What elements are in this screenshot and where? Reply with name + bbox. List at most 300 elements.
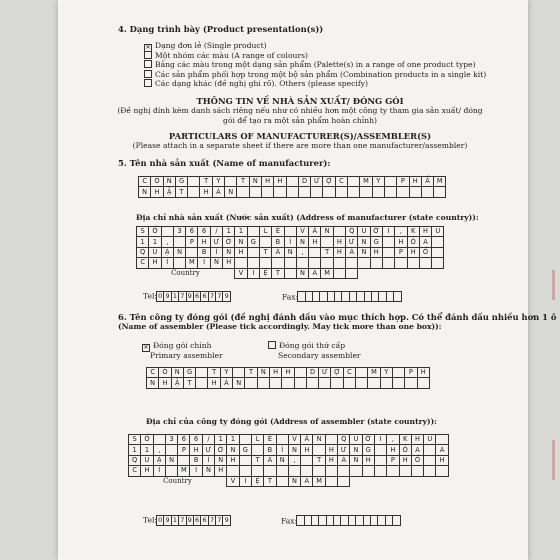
grid-cell: A [419,237,431,247]
grid-cell: Ì [210,247,222,257]
grid-cell [362,466,374,476]
grid-cell: H [274,177,286,187]
grid-cell: , [296,247,308,257]
grid-cell: C [137,258,149,268]
grid-cell [409,187,421,197]
presentation-option-label: Dạng đơn lẻ (Single product) [155,41,267,50]
grid-cell: I [198,258,210,268]
grid-cell: 6 [198,227,210,237]
grid-cell: 6 [178,435,190,445]
grid-cell: N [313,435,325,445]
grid-cell [249,187,261,197]
grid-cell: I [374,435,386,445]
digit-box: 1 [171,291,179,302]
grid-cell: N [202,466,214,476]
grid-cell [419,258,431,268]
grid-cell [286,187,298,197]
grid-cell [338,466,350,476]
grid-cell: H [190,445,202,455]
fax-label: Fax: [281,516,298,526]
grid-cell [251,445,263,455]
grid-cell [319,378,331,388]
grid-cell [306,378,318,388]
grid-cell [370,258,382,268]
grid-cell: H [261,177,273,187]
grid-cell [269,378,281,388]
grid-cell: Í [161,258,173,268]
grid-cell: Ợ [323,177,335,187]
grid-cell [407,258,419,268]
grid-cell: H [370,247,382,257]
grid-cell [282,378,294,388]
secondary-assembler-checkbox[interactable] [268,341,276,349]
grid-cell [397,187,409,197]
presentation-checkbox[interactable] [144,51,152,59]
grid-cell: Ă [301,435,313,445]
grid-cell [392,368,404,378]
grid-cell: 1 [149,237,161,247]
grid-cell: V [288,435,300,445]
section6-title-line1: 6. Tên công ty đóng gói (đề nghị đánh dấu vào mục thích hợp. Có thể đánh dấu nhiều hơn 1 ô [118,312,557,322]
grid-cell: N [350,445,362,455]
grid-cell: N [284,247,296,257]
grid-cell: Ậ [153,455,165,465]
grid-cell: / [210,227,222,237]
grid-cell: 1 [227,435,239,445]
grid-cell: C [139,177,151,187]
grid-cell: , [288,455,300,465]
grid-cell: Ê [272,227,284,237]
grid-cell [153,435,165,445]
grid-cell: , [153,445,165,455]
grid-cell [436,466,448,476]
section5-title: 5. Tên nhà sản xuất (Name of manufacturer): [118,158,331,168]
grid-cell: Ỹ [372,177,384,187]
grid-cell [311,187,323,197]
grid-cell: H [411,435,423,445]
grid-cell: A [436,445,448,455]
assembler-fax-boxes [297,515,400,528]
grid-cell: N [358,237,370,247]
digit-box: 7 [208,515,216,526]
grid-cell: G [175,177,187,187]
country-cell: T [264,476,276,486]
grid-cell: 1 [129,445,141,455]
grid-cell: H [208,378,220,388]
grid-cell: 1 [137,237,149,247]
grid-cell [374,466,386,476]
grid-cell: U [358,227,370,237]
grid-cell: H [227,455,239,465]
grid-cell: H [409,177,421,187]
grid-cell [237,187,249,197]
grid-cell: N [235,237,247,247]
grid-cell: P [186,237,198,247]
manufacturer-address-label: Địa chỉ nhà sản xuất (Nước sản xuất) (Address of manufacturer (state country)): [136,213,479,222]
grid-cell [380,378,392,388]
grid-cell: H [235,247,247,257]
manufacturer-tel-boxes [157,291,231,302]
grid-cell: T [245,368,257,378]
section6-title-line2: (Name of assembler (Please tick accordingly. May tick more than one box)): [118,322,442,331]
grid-cell [245,378,257,388]
grid-cell [274,187,286,197]
grid-cell: N [210,258,222,268]
grid-cell [387,466,399,476]
grid-cell [173,258,185,268]
grid-cell: H [419,227,431,237]
grid-cell [165,445,177,455]
grid-cell: M [178,466,190,476]
country-cell [325,476,337,486]
grid-cell: Ô [151,177,163,187]
presentation-checkbox[interactable] [144,79,152,87]
grid-cell [259,258,271,268]
grid-cell [382,247,394,257]
grid-cell [382,237,394,247]
grid-cell [247,227,259,237]
assembler-tel-row [143,515,231,526]
assembler-name-grid [146,367,430,389]
digit-box: 7 [208,291,216,302]
grid-cell: N [171,368,183,378]
grid-cell: H [159,378,171,388]
grid-cell: L [259,227,271,237]
presentation-checkbox[interactable]: ✕ [145,44,151,51]
grid-cell [286,177,298,187]
grid-cell [309,247,321,257]
digit-box [393,291,401,302]
grid-cell: Ô [159,368,171,378]
grid-cell: M [368,368,380,378]
country-cell: I [247,268,259,278]
grid-cell [417,378,429,388]
grid-cell: P [387,455,399,465]
presentation-option [144,60,476,69]
grid-cell [247,258,259,268]
grid-cell [301,466,313,476]
grid-cell: Y [220,368,232,378]
page-edge-mark [552,440,555,480]
grid-cell: H [333,237,345,247]
grid-cell [235,258,247,268]
grid-cell [272,258,284,268]
grid-cell: Ố [411,455,423,465]
grid-cell [321,237,333,247]
grid-cell: Ư [202,445,214,455]
grid-cell [196,378,208,388]
country-cell [333,268,345,278]
grid-cell: Ờ [223,237,235,247]
grid-cell: T [175,187,187,197]
presentation-checkbox[interactable] [144,60,152,68]
digit-box [392,515,400,526]
grid-cell [350,466,362,476]
grid-cell [356,378,368,388]
grid-cell [225,177,237,187]
grid-cell: H [387,445,399,455]
grid-cell [424,455,436,465]
country-cell: A [309,268,321,278]
grid-cell: À [212,187,224,197]
fax-label: Fax: [282,292,299,302]
grid-cell: U [350,435,362,445]
grid-cell: N [233,378,245,388]
country-cell: T [272,268,284,278]
presentation-option [144,79,368,88]
grid-cell [436,435,448,445]
grid-cell: 6 [186,227,198,237]
digit-box: 0 [156,291,164,302]
particulars-heading: PARTICULARS OF MANUFACTURER(S)/ASSEMBLER(S) [168,131,432,141]
grid-cell: Q [137,247,149,257]
grid-cell: 3 [173,227,185,237]
grid-cell [360,187,372,197]
country-cell: V [235,268,247,278]
grid-cell: H [301,445,313,455]
grid-cell [239,435,251,445]
grid-cell: G [239,445,251,455]
grid-cell: H [198,237,210,247]
grid-cell: H [417,368,429,378]
grid-cell: H [325,445,337,455]
grid-cell [227,466,239,476]
grid-cell: N [215,455,227,465]
grid-cell [196,368,208,378]
presentation-checkbox[interactable] [144,70,152,78]
grid-cell [188,187,200,197]
grid-cell: Ò [399,445,411,455]
grid-cell [296,258,308,268]
grid-cell: N [147,378,159,388]
country-label: Country [171,269,200,277]
grid-cell: Ậ [171,378,183,388]
grid-cell: U [141,455,153,465]
grid-cell [239,466,251,476]
grid-cell [284,227,296,237]
grid-cell [405,378,417,388]
grid-cell: K [407,227,419,237]
grid-cell: Ư [311,177,323,187]
grid-cell: Ỹ [380,368,392,378]
grid-cell: Ư [338,445,350,455]
assembler-address-label: Địa chỉ của công ty đóng gói (Address of assembler (state country)): [146,417,437,426]
grid-cell: N [163,177,175,187]
secondary-assembler-option [268,341,345,350]
country-cell [346,268,358,278]
grid-cell: N [350,455,362,465]
grid-cell: I [382,227,394,237]
grid-cell: 1 [235,227,247,237]
grid-cell [411,466,423,476]
grid-cell: H [215,466,227,476]
grid-cell: N [288,445,300,455]
grid-cell [251,466,263,476]
grid-cell: H [269,368,281,378]
grid-cell: À [346,247,358,257]
grid-cell: K [399,435,411,445]
grid-cell [264,466,276,476]
grid-cell [294,368,306,378]
country-cell: I [239,476,251,486]
manufacturer-fax-row [282,291,402,304]
digit-box: 9 [186,291,194,302]
assembler-address-grid [128,434,449,487]
grid-cell [421,187,433,197]
country-cell: Ệ [251,476,263,486]
grid-cell: G [183,368,195,378]
grid-cell: N [173,247,185,257]
grid-cell [384,187,396,197]
grid-cell: P [405,368,417,378]
country-cell: Ệ [259,268,271,278]
grid-cell: H [362,455,374,465]
grid-cell [424,466,436,476]
grid-cell: N [249,177,261,187]
manufacturer-info-note-2: gói để tạo ra một sản phẩm hoàn chỉnh) [223,116,377,125]
grid-cell [395,258,407,268]
grid-cell: N [276,455,288,465]
grid-cell [356,368,368,378]
grid-cell [348,187,360,197]
primary-assembler-en: Primary assembler [150,351,223,360]
grid-cell [178,455,190,465]
grid-cell [432,237,444,247]
tel-label: Tel: [143,515,157,525]
grid-cell: T [321,247,333,257]
grid-cell: , [387,435,399,445]
country-cell: N [296,268,308,278]
grid-cell [313,466,325,476]
manufacturer-info-heading: THÔNG TIN VỀ NHÀ SẢN XUẤT/ ĐÓNG GÓI [196,96,404,106]
particulars-note: (Please attach in a separate sheet if there are more than one manufacturer/assembler) [132,141,468,150]
primary-assembler-checkbox[interactable]: ✕ [143,344,149,351]
grid-cell: Ì [276,445,288,455]
digit-box: 6 [200,515,208,526]
digit-box: 0 [156,515,164,526]
presentation-option-label: Bảng các màu trong một dạng sản phẩm (Palette(s) in a range of one product type) [155,60,476,70]
grid-cell: N [165,455,177,465]
grid-cell [284,258,296,268]
grid-cell [384,177,396,187]
grid-cell [309,258,321,268]
grid-cell: Ă [309,227,321,237]
grid-cell [161,227,173,237]
grid-cell [368,378,380,388]
grid-cell: Ợ [331,368,343,378]
grid-cell: N [225,187,237,197]
grid-cell [399,466,411,476]
grid-cell: Â [264,455,276,465]
secondary-assembler-vi: Đóng gói thứ cấp [279,341,346,350]
grid-cell: D [298,177,310,187]
grid-cell: C [335,177,347,187]
grid-cell: M [360,177,372,187]
manufacturer-address-grid [136,226,444,279]
grid-cell: H [151,187,163,197]
grid-cell: H [395,237,407,247]
grid-cell: M [434,177,446,187]
grid-cell [346,258,358,268]
grid-cell [331,378,343,388]
grid-cell: Ố [141,435,153,445]
grid-cell [186,247,198,257]
grid-cell: Q [338,435,350,445]
grid-cell: , [395,227,407,237]
digit-box: 7 [178,291,186,302]
grid-cell: Í [153,466,165,476]
digit-box: 9 [222,291,230,302]
grid-cell: Q [346,227,358,237]
grid-cell: V [296,227,308,237]
grid-cell: M [186,258,198,268]
grid-cell: S [137,227,149,237]
grid-cell [432,247,444,257]
grid-cell: H [149,258,161,268]
grid-cell [323,187,335,197]
grid-cell: 1 [141,445,153,455]
grid-cell [374,445,386,455]
grid-cell: H [200,187,212,197]
grid-cell: Ớ [362,435,374,445]
manufacturer-tel-row [143,291,231,302]
grid-cell: A [411,445,423,455]
secondary-assembler-en: Secondary assembler [278,351,361,360]
grid-cell: N [257,368,269,378]
digit-box: 7 [215,291,223,302]
grid-cell [276,466,288,476]
grid-cell [294,378,306,388]
grid-cell: P [178,445,190,455]
grid-cell [233,368,245,378]
manufacturer-name-grid [138,176,446,198]
grid-cell: H [333,247,345,257]
country-cell [276,476,288,486]
grid-cell: Ì [284,237,296,247]
grid-cell: Ò [407,237,419,247]
grid-cell: B [190,455,202,465]
assembler-fax-row [281,515,401,528]
grid-cell: Ư [346,237,358,247]
grid-cell: L [251,435,263,445]
grid-cell [298,187,310,197]
grid-cell: U [432,227,444,237]
grid-cell: Ậ [161,247,173,257]
grid-cell [434,187,446,197]
digit-box: 6 [193,291,201,302]
grid-cell: T [313,455,325,465]
presentation-option [144,51,308,60]
grid-cell [343,378,355,388]
grid-cell: G [362,445,374,455]
grid-cell [333,227,345,237]
grid-cell [257,378,269,388]
grid-cell [392,378,404,388]
grid-cell: Ố [419,247,431,257]
grid-cell: T [251,455,263,465]
grid-cell [325,466,337,476]
digit-box: 9 [163,291,171,302]
grid-cell: P [397,177,409,187]
grid-cell: N [358,247,370,257]
presentation-option-label: Một nhóm các màu (A range of colours) [155,50,308,60]
manufacturer-fax-boxes [298,291,401,304]
grid-cell [301,455,313,465]
presentation-option-label: Các dạng khác (đề nghị ghi rõ). Others (please specify) [155,79,368,89]
digit-box: 6 [200,291,208,302]
grid-cell: Ờ [215,445,227,455]
grid-cell: B [198,247,210,257]
